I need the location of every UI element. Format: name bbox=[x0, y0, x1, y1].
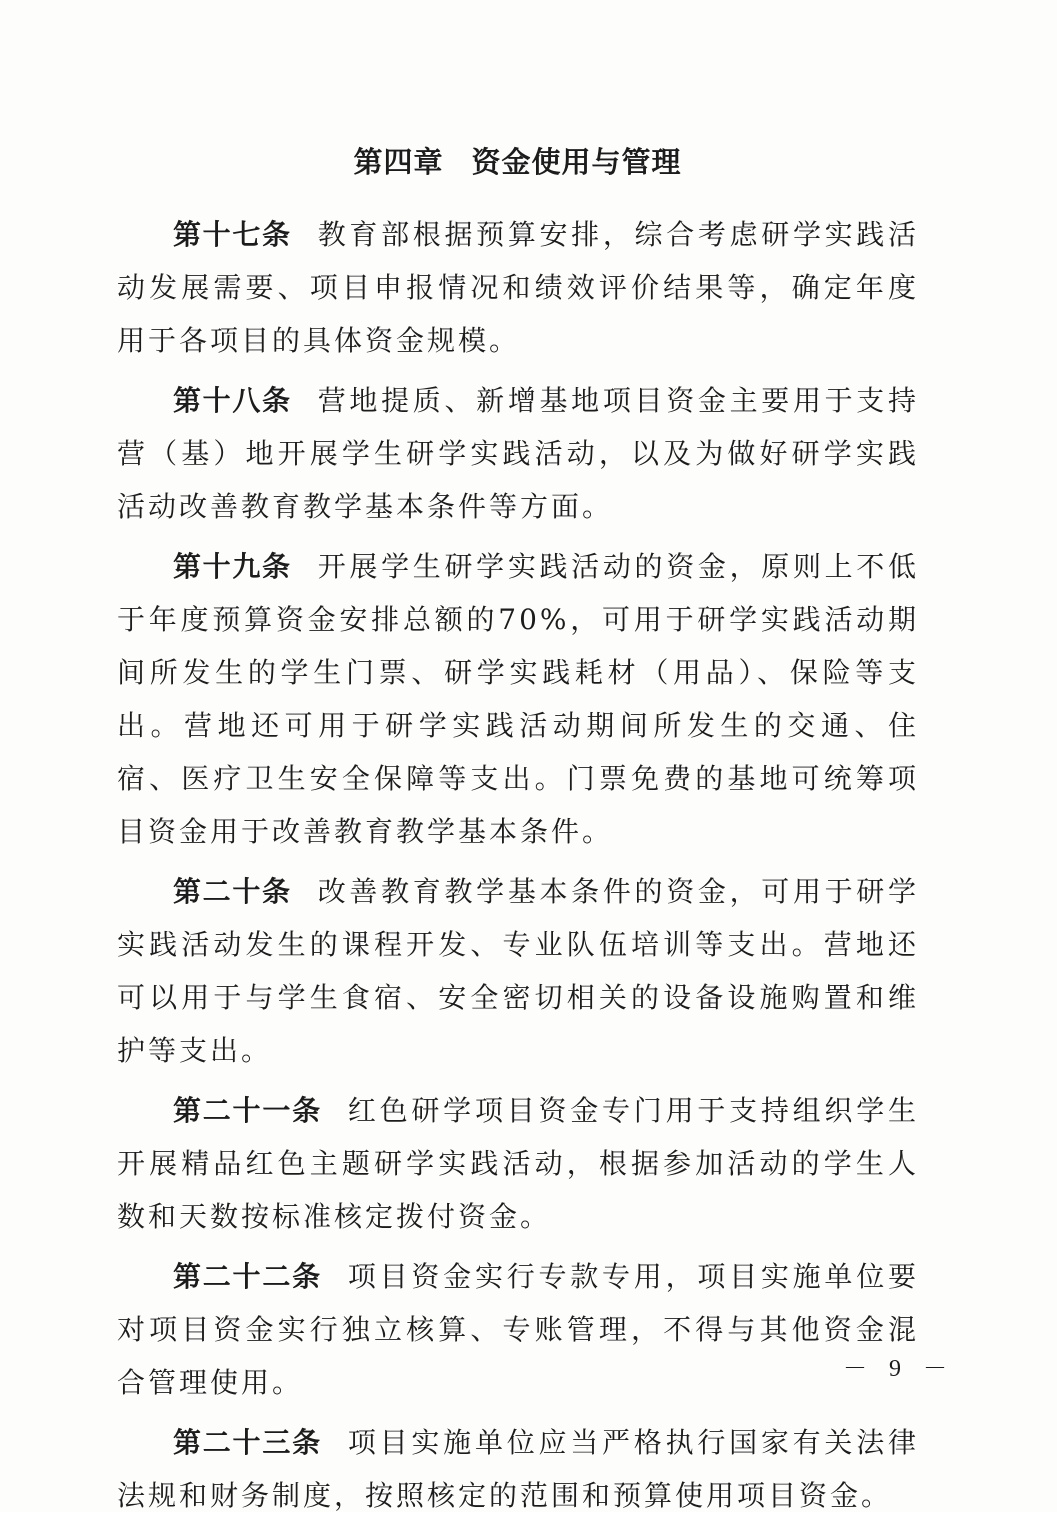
article-number: 第二十一条 bbox=[173, 1094, 322, 1127]
article-number: 第二十二条 bbox=[173, 1260, 322, 1293]
chapter-body bbox=[117, 208, 919, 1529]
article-18 bbox=[117, 374, 919, 533]
chapter-title: 资金使用与管理 bbox=[471, 145, 682, 179]
article-text: 教育部根据预算安排，综合考虑研学实践活动发展需要、项目申报情况和绩效评价结果等，确定年度用于各项目的具体资金规模。 bbox=[117, 218, 919, 357]
article-number: 第二十条 bbox=[173, 875, 292, 908]
article-text: 红色研学项目资金专门用于支持组织学生开展精品红色主题研学实践活动，根据参加活动的学生人数和天数按标准核定拨付资金。 bbox=[117, 1094, 919, 1233]
article-21 bbox=[117, 1084, 919, 1243]
article-17 bbox=[117, 208, 919, 367]
article-text: 营地提质、新增基地项目资金主要用于支持营（基）地开展学生研学实践活动，以及为做好研学实践活动改善教育教学基本条件等方面。 bbox=[117, 384, 919, 523]
article-text: 项目实施单位应当严格执行国家有关法律法规和财务制度，按照核定的范围和预算使用项目资金。 bbox=[117, 1426, 919, 1512]
article-number: 第十七条 bbox=[173, 218, 292, 251]
article-20 bbox=[117, 865, 919, 1077]
article-number: 第二十三条 bbox=[173, 1426, 322, 1459]
article-number: 第十八条 bbox=[173, 384, 292, 417]
article-23 bbox=[117, 1416, 919, 1522]
article-number: 第十九条 bbox=[173, 550, 292, 583]
article-19 bbox=[117, 540, 919, 858]
chapter-number: 第四章 bbox=[353, 145, 444, 179]
page-number: － 9 － bbox=[843, 1356, 955, 1382]
article-text: 改善教育教学基本条件的资金，可用于研学实践活动发生的课程开发、专业队伍培训等支出。营地还可以用于与学生食宿、安全密切相关的设备设施购置和维护等支出。 bbox=[117, 875, 919, 1067]
article-text: 项目资金实行专款专用，项目实施单位要对项目资金实行独立核算、专账管理，不得与其他资金混合管理使用。 bbox=[117, 1260, 919, 1399]
chapter-heading bbox=[0, 140, 1035, 181]
article-22 bbox=[117, 1250, 919, 1409]
article-text: 开展学生研学实践活动的资金，原则上不低于年度预算资金安排总额的70%，可用于研学实践活动期间所发生的学生门票、研学实践耗材（用品）、保险等支出。营地还可用于研学实践活动期间所发生的交通、住宿、医疗卫生安全保障等支出。门票免费的基地可统筹项目资金用于改善教育教学基本条件。 bbox=[117, 550, 919, 848]
